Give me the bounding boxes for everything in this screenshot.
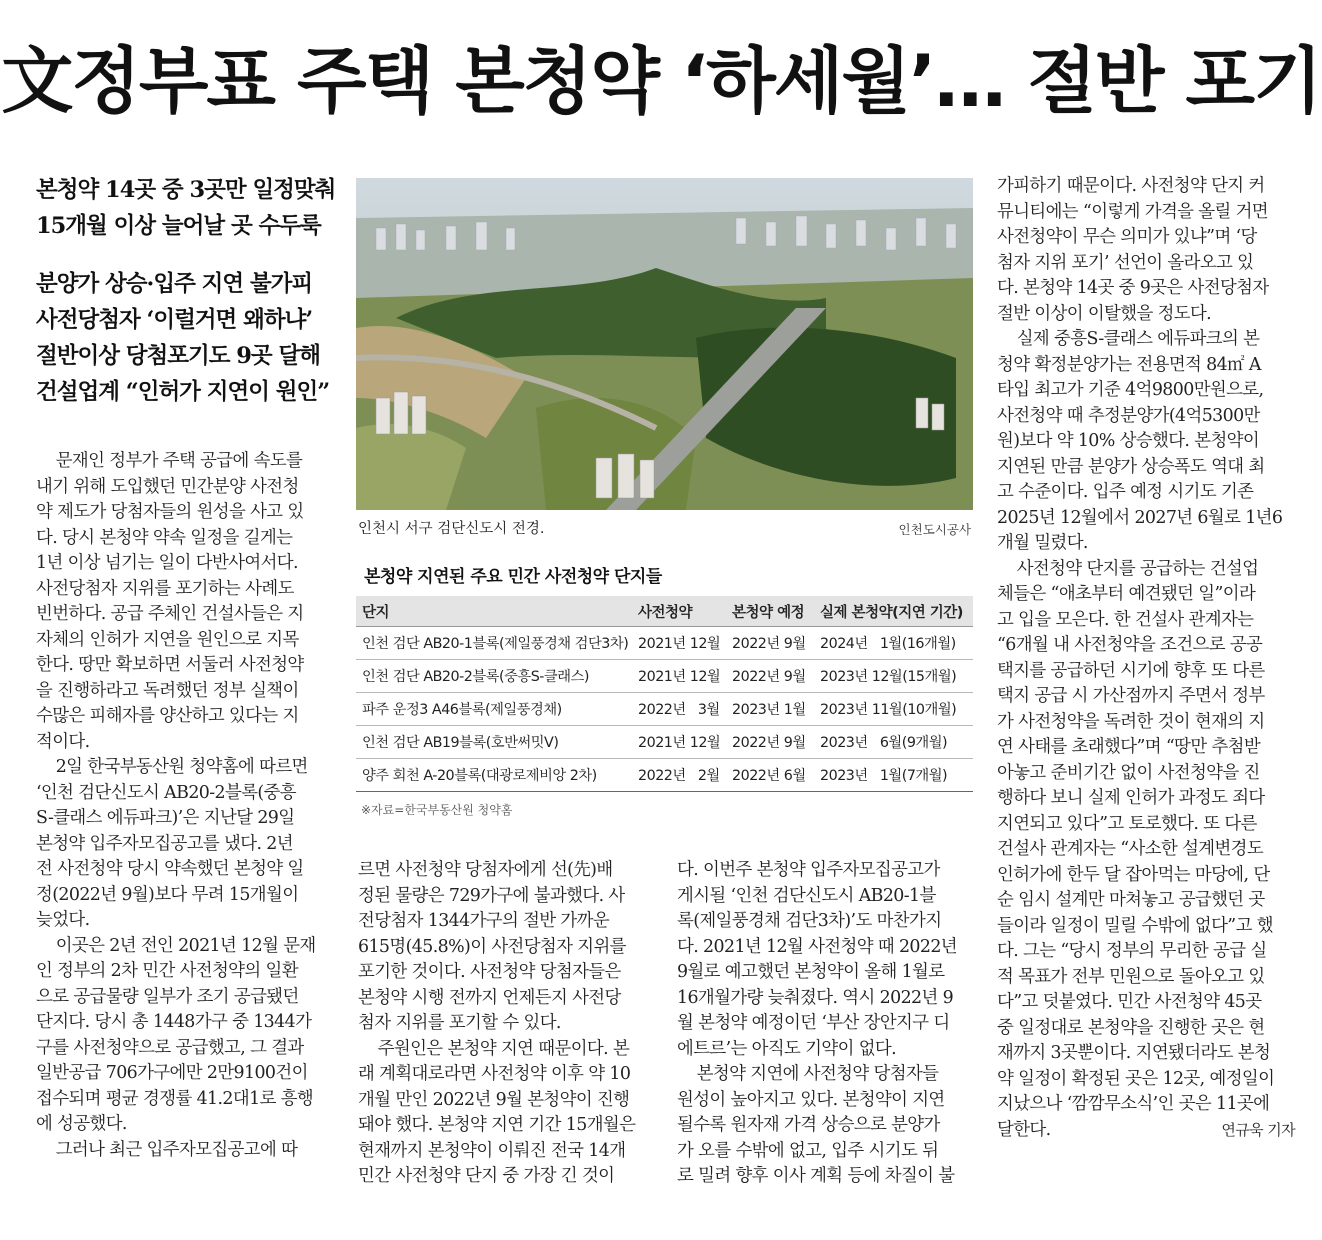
article-line: 순 임시 설계만 마쳐놓고 공급했던 곳 bbox=[997, 890, 1265, 910]
article-line: 16개월가량 늦춰졌다. 역시 2022년 9 bbox=[677, 987, 954, 1008]
article-line: 인허가에 한두 달 잡아먹는 마당에, 단 bbox=[997, 864, 1270, 885]
article-line: 늦었다. bbox=[36, 910, 90, 930]
table-row bbox=[356, 726, 973, 759]
headline: 文정부표 주택 본청약 ‘하세월’… 절반 포기 bbox=[1, 39, 1321, 123]
article-line: 사전청약이 무슨 의미가 있냐”며 ‘당 bbox=[997, 227, 1257, 247]
table-title: 본청약 지연된 주요 민간 사전청약 단지들 bbox=[364, 567, 662, 587]
table-cell: 2021년 12월 bbox=[632, 726, 726, 759]
subhead-line: 절반이상 당첨포기도 9곳 달해 bbox=[36, 343, 320, 369]
article-line: 다. 이번주 본청약 입주자모집공고가 bbox=[677, 860, 940, 880]
table-cell: 2022년 9월 bbox=[726, 660, 814, 693]
article-line: 건설사 관계자는 “사소한 설계변경도 bbox=[997, 839, 1264, 859]
article-line: 민간 사전청약 단지 중 가장 긴 것이 bbox=[358, 1166, 615, 1186]
article-line: 그러나 최근 입주자모집공고에 따 bbox=[36, 1139, 298, 1160]
article-line: 인 정부의 2차 민간 사전청약의 일환 bbox=[36, 961, 298, 981]
article-line: 가피하기 때문이다. 사전청약 단지 커 bbox=[997, 176, 1265, 196]
article-line: 절반 이상이 이탈했을 정도다. bbox=[997, 303, 1212, 324]
article-line: 고 입을 모은다. 한 건설사 관계자는 bbox=[997, 609, 1254, 630]
column-header: 사전청약 bbox=[632, 596, 726, 627]
aerial-city-illustration bbox=[356, 178, 973, 510]
article-line: 개월 밀렸다. bbox=[997, 533, 1088, 553]
article-line: 사전당첨자 지위를 포기하는 사례도 bbox=[36, 578, 294, 599]
article-line: 지연된 만큼 분양가 상승폭도 역대 최 bbox=[997, 456, 1265, 477]
article-line: 택지를 공급하던 시기에 향후 또 다른 bbox=[997, 660, 1265, 681]
article-line: 전당첨자 1344가구의 절반 가까운 bbox=[358, 911, 610, 931]
article-line: 연 사태를 초래했다”며 “땅만 추첨받 bbox=[997, 737, 1261, 757]
article-line: 르면 사전청약 당첨자에게 선(先)배 bbox=[358, 860, 613, 880]
photo-caption: 인천시 서구 검단신도시 전경. bbox=[358, 521, 545, 537]
table-row bbox=[356, 693, 973, 726]
article-line: 약 제도가 당첨자들의 원성을 사고 있 bbox=[36, 502, 304, 522]
article-line: 주원인은 본청약 지연 때문이다. 본 bbox=[358, 1038, 630, 1059]
article-line: 달한다. 연규욱 기자 bbox=[997, 1118, 1295, 1144]
aerial-city-photo bbox=[356, 178, 973, 510]
article-line: 첨자 지위 포기’ 선언이 올라오고 있 bbox=[997, 252, 1254, 273]
table-row bbox=[356, 660, 973, 693]
article-line: 정(2022년 9월)보다 무려 15개월이 bbox=[36, 884, 299, 905]
table-cell: 2022년 9월 bbox=[726, 627, 814, 660]
article-line: 9월로 예고했던 본청약이 올해 1월로 bbox=[677, 962, 945, 982]
article-line: 에 성공했다. bbox=[36, 1114, 127, 1134]
table-header-row bbox=[356, 596, 973, 627]
table-source: ※자료=한국부동산원 청약홈 bbox=[361, 803, 513, 817]
table-cell: 2022년 9월 bbox=[726, 726, 814, 759]
subhead-line: 건설업계 “인허가 지연이 원인” bbox=[36, 379, 330, 405]
article-line: 들이라 일정이 밀릴 수밖에 없다”고 했 bbox=[997, 915, 1273, 936]
article-line: 적 목표가 전부 민원으로 돌아오고 있 bbox=[997, 966, 1265, 987]
article-line: 빈번하다. 공급 주체인 건설사들은 지 bbox=[36, 604, 304, 624]
table-cell: 인천 검단 AB20-1블록(제일풍경채 검단3차) bbox=[356, 627, 632, 660]
article-line: 게시될 ‘인천 검단신도시 AB20-1블 bbox=[677, 885, 936, 906]
article-line: S-클래스 에듀파크)’은 지난달 29일 bbox=[36, 808, 295, 828]
article-line: 단지다. 당시 총 1448가구 중 1344가 bbox=[36, 1012, 312, 1032]
table-cell: 2022년 3월 bbox=[632, 693, 726, 726]
article-line: 청약 확정분양가는 전용면적 84㎡ A bbox=[997, 354, 1261, 375]
table-cell: 인천 검단 AB20-2블록(중흥S-클래스) bbox=[356, 660, 632, 693]
subhead-line: 본청약 14곳 중 3곳만 일정맞춰 bbox=[36, 177, 336, 203]
article-line: 고 수준이다. 입주 예정 시기도 기존 bbox=[997, 482, 1254, 502]
article-line: 재까지 3곳뿐이다. 지연됐더라도 본청 bbox=[997, 1043, 1271, 1063]
article-line: 돼야 했다. 본청약 지연 기간 15개월은 bbox=[358, 1115, 636, 1135]
article-line: 월 본청약 예정이던 ‘부산 장안지구 디 bbox=[677, 1013, 950, 1033]
article-line: 다. 2021년 12월 사전청약 때 2022년 bbox=[677, 936, 958, 957]
article-line: 현재까지 본청약이 이뤄진 전국 14개 bbox=[358, 1140, 626, 1161]
subhead-line: 15개월 이상 늘어날 곳 수두룩 bbox=[36, 213, 321, 239]
article-line: 될수록 원자재 가격 상승으로 분양가 bbox=[677, 1115, 940, 1135]
article-line: 으로 공급물량 일부가 조기 공급됐던 bbox=[36, 986, 299, 1007]
article-line: 다. 당시 본청약 약속 일정을 길게는 bbox=[36, 527, 293, 548]
table-cell: 2023년 1월 bbox=[726, 693, 814, 726]
article-line: 본청약 입주자모집공고를 냈다. 2년 bbox=[36, 833, 293, 854]
table-cell: 2022년 6월 bbox=[726, 759, 814, 792]
article-line: 수많은 피해자를 양산하고 있다는 지 bbox=[36, 706, 299, 726]
table-cell: 2023년 6월(9개월) bbox=[814, 726, 973, 759]
table-cell: 2024년 1월(16개월) bbox=[814, 627, 973, 660]
article-line: 체들은 “애초부터 예견됐던 일”이라 bbox=[997, 584, 1256, 604]
photo-credit: 인천도시공사 bbox=[898, 522, 971, 537]
article-line: 원성이 높아지고 있다. 본청약이 지연 bbox=[677, 1089, 945, 1110]
article-column-1 bbox=[36, 449, 334, 1163]
table-cell: 2022년 2월 bbox=[632, 759, 726, 792]
table-cell: 양주 회천 A-20블록(대광로제비앙 2차) bbox=[356, 759, 632, 792]
article-line: 일반공급 706가구에만 2만9100건이 bbox=[36, 1063, 308, 1083]
article-line: 적이다. bbox=[36, 731, 90, 752]
article-line: 약 일정이 확정된 곳은 12곳, 예정일이 bbox=[997, 1068, 1275, 1089]
article-line: 포기한 것이다. 사전청약 당첨자들은 bbox=[358, 962, 621, 982]
table-cell: 2023년 1월(7개월) bbox=[814, 759, 973, 792]
article-line: ‘인천 검단신도시 AB20-2블록(중흥 bbox=[36, 782, 296, 803]
column-header: 본청약 예정 bbox=[726, 596, 814, 627]
article-line: 내기 위해 도입했던 민간분양 사전청 bbox=[36, 476, 299, 497]
table-cell: 인천 검단 AB19블록(호반써밋V) bbox=[356, 726, 632, 759]
article-line: 가 사전청약을 독려한 것이 현재의 지 bbox=[997, 711, 1265, 732]
article-line: 접수되며 평균 경쟁률 41.2대1로 흥행 bbox=[36, 1088, 314, 1109]
article-line: 1년 이상 넘기는 일이 다반사여서다. bbox=[36, 553, 298, 573]
article-line: 사전청약 단지를 공급하는 건설업 bbox=[997, 558, 1259, 579]
table-cell: 2021년 12월 bbox=[632, 660, 726, 693]
table-row bbox=[356, 627, 973, 660]
article-line: 뮤니티에는 “이렇게 가격을 올릴 거면 bbox=[997, 201, 1268, 222]
article-line: 원)보다 약 10% 상승했다. 본청약이 bbox=[997, 431, 1260, 451]
article-line: “6개월 내 사전청약을 조건으로 공공 bbox=[997, 635, 1263, 655]
article-line: 2일 한국부동산원 청약홈에 따르면 bbox=[36, 757, 308, 777]
article-line: 실제 중흥S-클래스 에듀파크의 본 bbox=[997, 329, 1260, 349]
table-cell: 2023년 11월(10개월) bbox=[814, 693, 973, 726]
article-line: 구를 사전청약으로 공급했고, 그 결과 bbox=[36, 1037, 304, 1058]
article-line: 문재인 정부가 주택 공급에 속도를 bbox=[36, 451, 303, 471]
article-line: 개월 만인 2022년 9월 본청약이 진행 bbox=[358, 1089, 630, 1110]
article-line: 로 밀려 향후 이사 계획 등에 차질이 불 bbox=[677, 1166, 955, 1186]
article-line: 택지 공급 시 가산점까지 주면서 정부 bbox=[997, 686, 1265, 706]
article-line: 행하다 보니 실제 인허가 과정도 죄다 bbox=[997, 788, 1265, 808]
article-line: 한다. 땅만 확보하면 서둘러 사전청약 bbox=[36, 655, 304, 675]
article-line: 다. 그는 “당시 정부의 무리한 공급 실 bbox=[997, 941, 1267, 961]
article-line: 사전청약 때 추정분양가(4억5300만 bbox=[997, 405, 1260, 426]
article-line: 2025년 12월에서 2027년 6월로 1년6 bbox=[997, 507, 1283, 528]
article-line: 을 진행하라고 독려했던 정부 실책이 bbox=[36, 680, 299, 701]
article-line: 본청약 지연에 사전청약 당첨자들 bbox=[677, 1064, 939, 1084]
table-cell: 2021년 12월 bbox=[632, 627, 726, 660]
article-line: 다”고 덧붙였다. 민간 사전청약 45곳 bbox=[997, 992, 1262, 1012]
article-line: 자체의 인허가 지연을 원인으로 지목 bbox=[36, 629, 299, 650]
article-line: 이곳은 2년 전인 2021년 12월 문재 bbox=[36, 935, 316, 956]
article-line: 래 계획대로라면 사전청약 이후 약 10 bbox=[358, 1064, 631, 1084]
article-line: 아놓고 준비기간 없이 사전청약을 진 bbox=[997, 762, 1260, 783]
byline: 연규욱 기자 bbox=[1221, 1120, 1295, 1139]
article-line: 615명(45.8%)이 사전당첨자 지위를 bbox=[358, 936, 626, 957]
article-line: 타입 최고가 기준 4억9800만원으로, bbox=[997, 380, 1264, 400]
article-line: 에트르’는 아직도 기약이 없다. bbox=[677, 1038, 897, 1059]
article-line: 전 사전청약 당시 약속했던 본청약 일 bbox=[36, 859, 304, 879]
article-line: 정된 물량은 729가구에 불과했다. 사 bbox=[358, 885, 625, 906]
column-header: 단지 bbox=[356, 596, 632, 627]
delayed-complexes-table bbox=[356, 596, 973, 792]
article-line: 록(제일풍경채 검단3차)’도 마찬가지 bbox=[677, 911, 942, 931]
table-cell: 2023년 12월(15개월) bbox=[814, 660, 973, 693]
subhead-group-2 bbox=[36, 266, 329, 410]
table-cell: 파주 운정3 A46블록(제일풍경채) bbox=[356, 693, 632, 726]
article-column-4 bbox=[997, 174, 1295, 1143]
article-line: 지연되고 있다”고 토로했다. 또 다른 bbox=[997, 813, 1257, 834]
article-line: 다. 본청약 14곳 중 9곳은 사전당첨자 bbox=[997, 278, 1269, 298]
subhead-line: 사전당첨자 ‘이럴거면 왜하냐’ bbox=[36, 307, 313, 333]
column-header: 실제 본청약(지연 기간) bbox=[814, 596, 973, 627]
article-line: 중 일정대로 본청약을 진행한 곳은 현 bbox=[997, 1017, 1265, 1038]
table-row bbox=[356, 759, 973, 792]
article-column-2 bbox=[358, 858, 654, 1190]
subhead-line: 분양가 상승·입주 지연 불가피 bbox=[36, 271, 313, 297]
article-line: 지났으나 ‘깜깜무소식’인 곳은 11곳에 bbox=[997, 1094, 1270, 1114]
subhead-group-1 bbox=[36, 172, 335, 244]
article-line: 첨자 지위를 포기할 수 있다. bbox=[358, 1013, 561, 1033]
article-line: 가 오를 수밖에 없고, 입주 시기도 뒤 bbox=[677, 1140, 939, 1161]
article-line: 본청약 시행 전까지 언제든지 사전당 bbox=[358, 987, 621, 1008]
article-column-3 bbox=[677, 858, 973, 1190]
